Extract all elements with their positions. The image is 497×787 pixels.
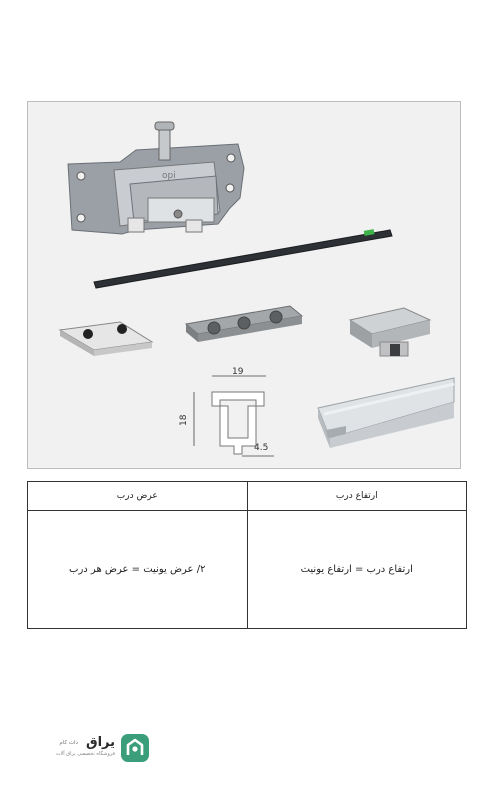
cell-door-height: ارتفاع درب = ارتفاع یونیت <box>247 511 467 629</box>
dim-width: 19 <box>232 367 244 377</box>
guide-rail <box>94 229 392 288</box>
product-photo <box>27 101 461 469</box>
header-door-height: ارتفاع درب <box>247 482 467 511</box>
roller-hardware <box>68 122 244 234</box>
cell-door-width: ۲/ عرض یونیت = عرض هر درب <box>28 511 248 629</box>
store-logo[interactable] <box>40 733 150 763</box>
aluminium-track <box>318 378 454 448</box>
profile-section <box>179 367 274 456</box>
logo-domain-suffix: دات کام <box>59 740 78 746</box>
logo-icon <box>120 733 150 763</box>
table-header-row <box>28 482 467 511</box>
spec-table <box>27 481 467 629</box>
logo-title: یراق <box>85 735 115 750</box>
logo-tagline: فروشگاه تخصصی یراق آلات <box>55 751 115 757</box>
stopper <box>350 308 430 356</box>
dim-gap: 4.5 <box>254 443 269 453</box>
dim-height: 18 <box>179 414 189 426</box>
product-illustration <box>28 102 462 470</box>
header-door-width: عرض درب <box>28 482 248 511</box>
brand-mark: opi <box>162 171 176 181</box>
end-plate <box>60 322 152 356</box>
table-row <box>28 511 467 629</box>
connector-plate <box>186 306 302 342</box>
